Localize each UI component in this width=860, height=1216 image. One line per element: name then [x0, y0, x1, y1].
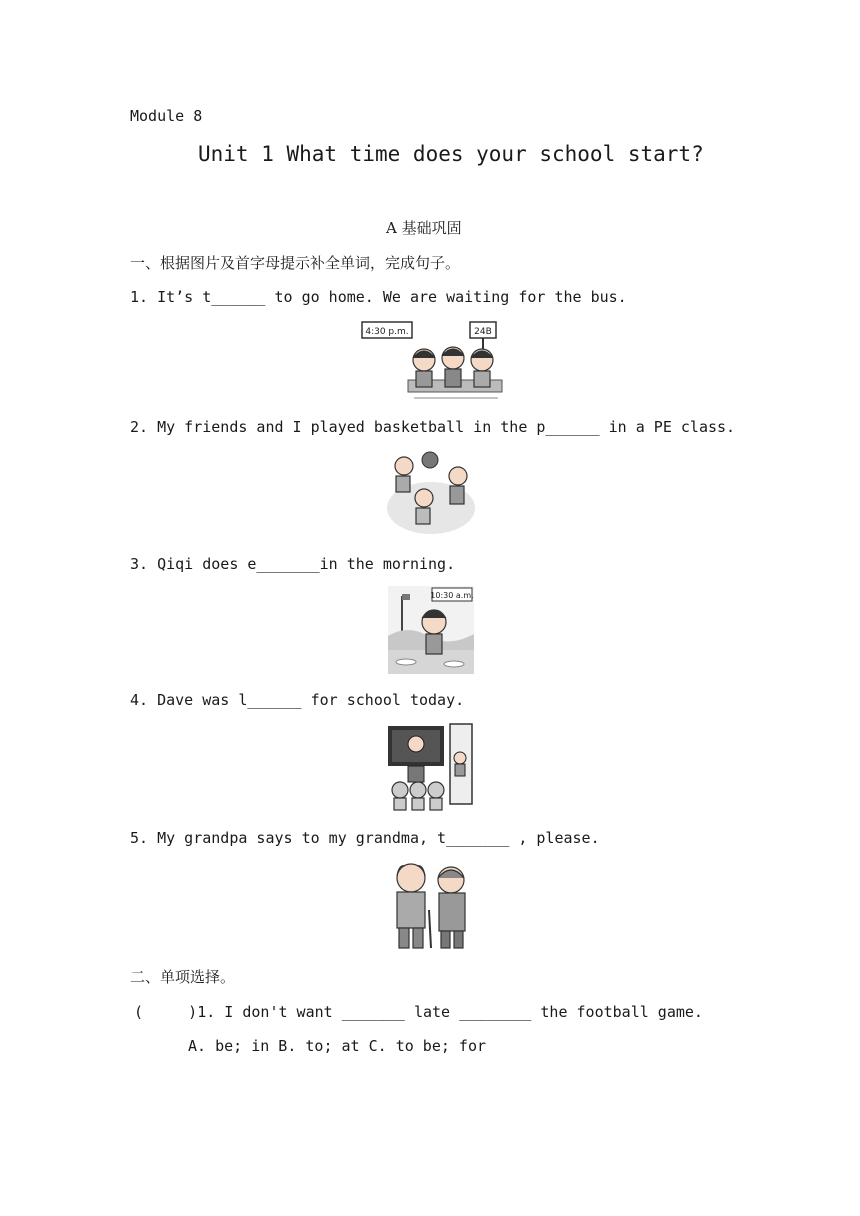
question-3: 3. Qiqi does e_______in the morning.: [130, 555, 456, 573]
late-for-school-picture: [386, 722, 476, 812]
basketball-picture: [386, 448, 476, 536]
part1-heading: 一、根据图片及首字母提示补全单词，完成句子。: [130, 254, 461, 272]
question-2: 2. My friends and I played basketball in the p______ in a PE class.: [130, 418, 736, 436]
section-a-heading: A 基础巩固: [386, 219, 462, 237]
choice-options-1: A. be; in B. to; at C. to be; for: [188, 1037, 487, 1055]
clock-label: 4:30 p.m.: [365, 327, 409, 337]
part2-heading: 二、单项选择。: [130, 968, 236, 986]
unit-title: Unit 1 What time does your school start?: [198, 142, 704, 166]
bus-stop-picture: [358, 318, 508, 404]
exercise-picture: [388, 586, 474, 674]
clock-label: 10:30 a.m.: [430, 591, 474, 600]
choice-question-1: ( )1. I don't want _______ late ________ the football game.: [134, 1003, 703, 1021]
question-1: 1. It’s t______ to go home. We are waiting for the bus.: [130, 288, 627, 306]
grandparents-picture: [385, 858, 477, 952]
question-5: 5. My grandpa says to my grandma, t_______ , please.: [130, 829, 600, 847]
module-label: Module 8: [130, 107, 203, 125]
bus-sign-label: 24B: [474, 327, 492, 337]
question-4: 4. Dave was l______ for school today.: [130, 691, 465, 709]
